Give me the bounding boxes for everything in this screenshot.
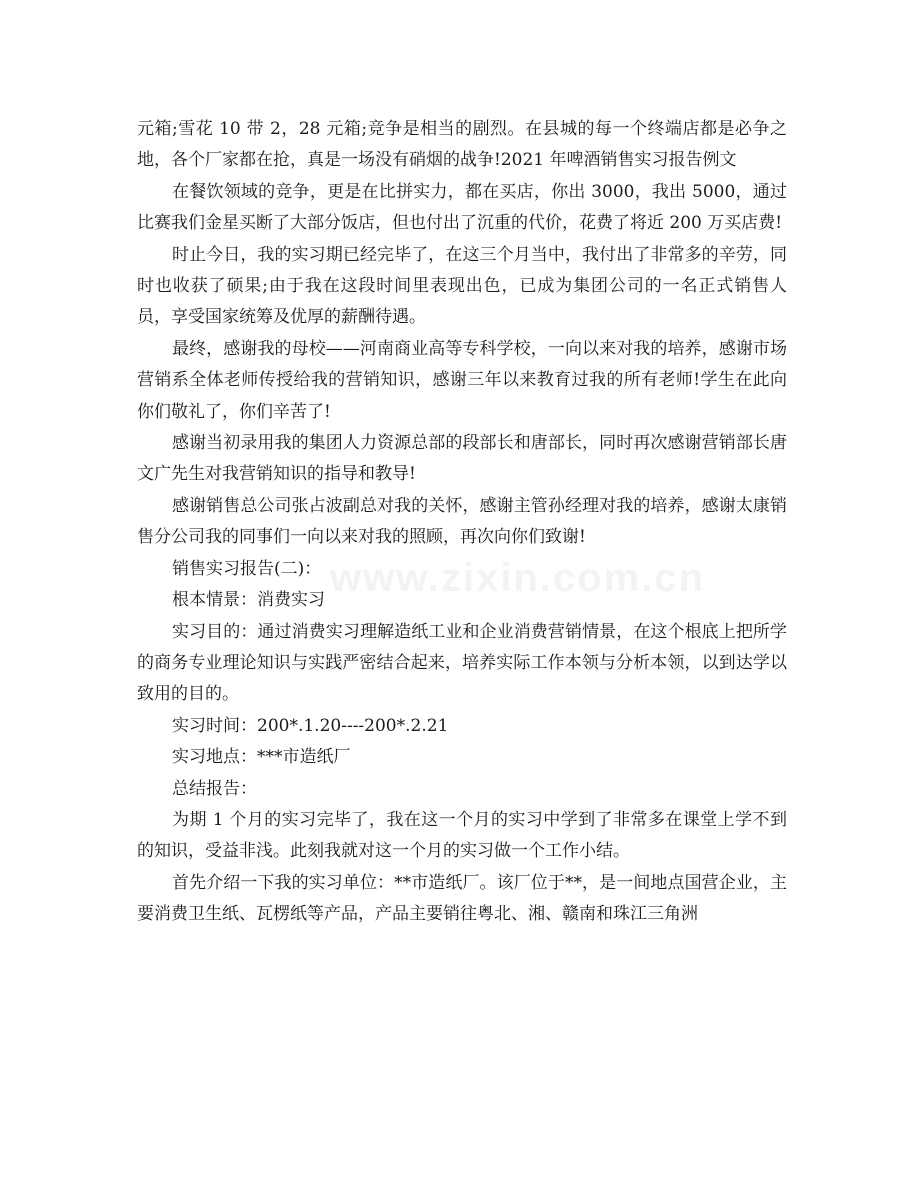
paragraph-5: 感谢当初录用我的集团人力资源总部的段部长和唐部长，同时再次感谢营销部长唐文广先生对我营销知识的指导和教导! bbox=[137, 433, 787, 485]
paragraph-6: 感谢销售总公司张占波副总对我的关怀，感谢主管孙经理对我的培养，感谢太康销售分公司我的同事们一向以来对我的照顾，再次向你们致谢! bbox=[137, 495, 787, 548]
internship-time: 实习时间：200*.1.20----200*.2.21 bbox=[172, 715, 449, 736]
paragraph-company-intro: 首先介绍一下我的实习单位：**市造纸厂。该厂位于**，是一间地点国营企业，主要消费卫生纸、瓦楞纸等产品，产品主要销往粤北、湘、赣南和珠江三角洲 bbox=[137, 872, 787, 925]
document-page bbox=[137, 114, 787, 931]
basic-situation: 根本情景：消费实习 bbox=[172, 590, 325, 611]
paragraph-2: 在餐饮领域的竞争，更是在比拼实力，都在买店，你出 3000，我出 5000，通过比赛我们金星买断了大部分饭店，但也付出了沉重的代价，花费了将近 200 万买店费! bbox=[137, 181, 787, 234]
paragraph-3: 时止今日，我的实习期已经完毕了，在这三个月当中，我付出了非常多的辛劳，同时也收获了硕果;由于我在这段时间里表现出色，已成为集团公司的一名正式销售人员，享受国家统筹及优厚的薪酬待遇。 bbox=[137, 244, 787, 328]
section-heading: 销售实习报告(二)： bbox=[172, 558, 322, 579]
watermark: www.zixin.com.cn bbox=[330, 556, 706, 600]
summary-heading: 总结报告： bbox=[172, 778, 257, 799]
paragraph-1: 元箱;雪花 10 带 2，28 元箱;竞争是相当的剧烈。在县城的每一个终端店都是必争之地，各个厂家都在抢，真是一场没有硝烟的战争!2021 年啤酒销售实习报告例文 bbox=[137, 119, 787, 171]
paragraph-summary: 为期 1 个月的实习完毕了，我在这一个月的实习中学到了非常多在课堂上学不到的知识，受益非浅。此刻我就对这一个月的实习做一个工作小结。 bbox=[137, 809, 787, 862]
internship-purpose: 实习目的：通过消费实习理解造纸工业和企业消费营销情景，在这个根底上把所学的商务专业理论知识与实践严密结合起来，培养实际工作本领与分析本领，以到达学以致用的目的。 bbox=[137, 621, 787, 705]
internship-location: 实习地点：***市造纸厂 bbox=[172, 747, 351, 768]
paragraph-4: 最终，感谢我的母校——河南商业高等专科学校，一向以来对我的培养，感谢市场营销系全体老师传授给我的营销知识，感谢三年以来教育过我的所有老师!学生在此向你们敬礼了，你们辛苦了! bbox=[137, 338, 787, 422]
